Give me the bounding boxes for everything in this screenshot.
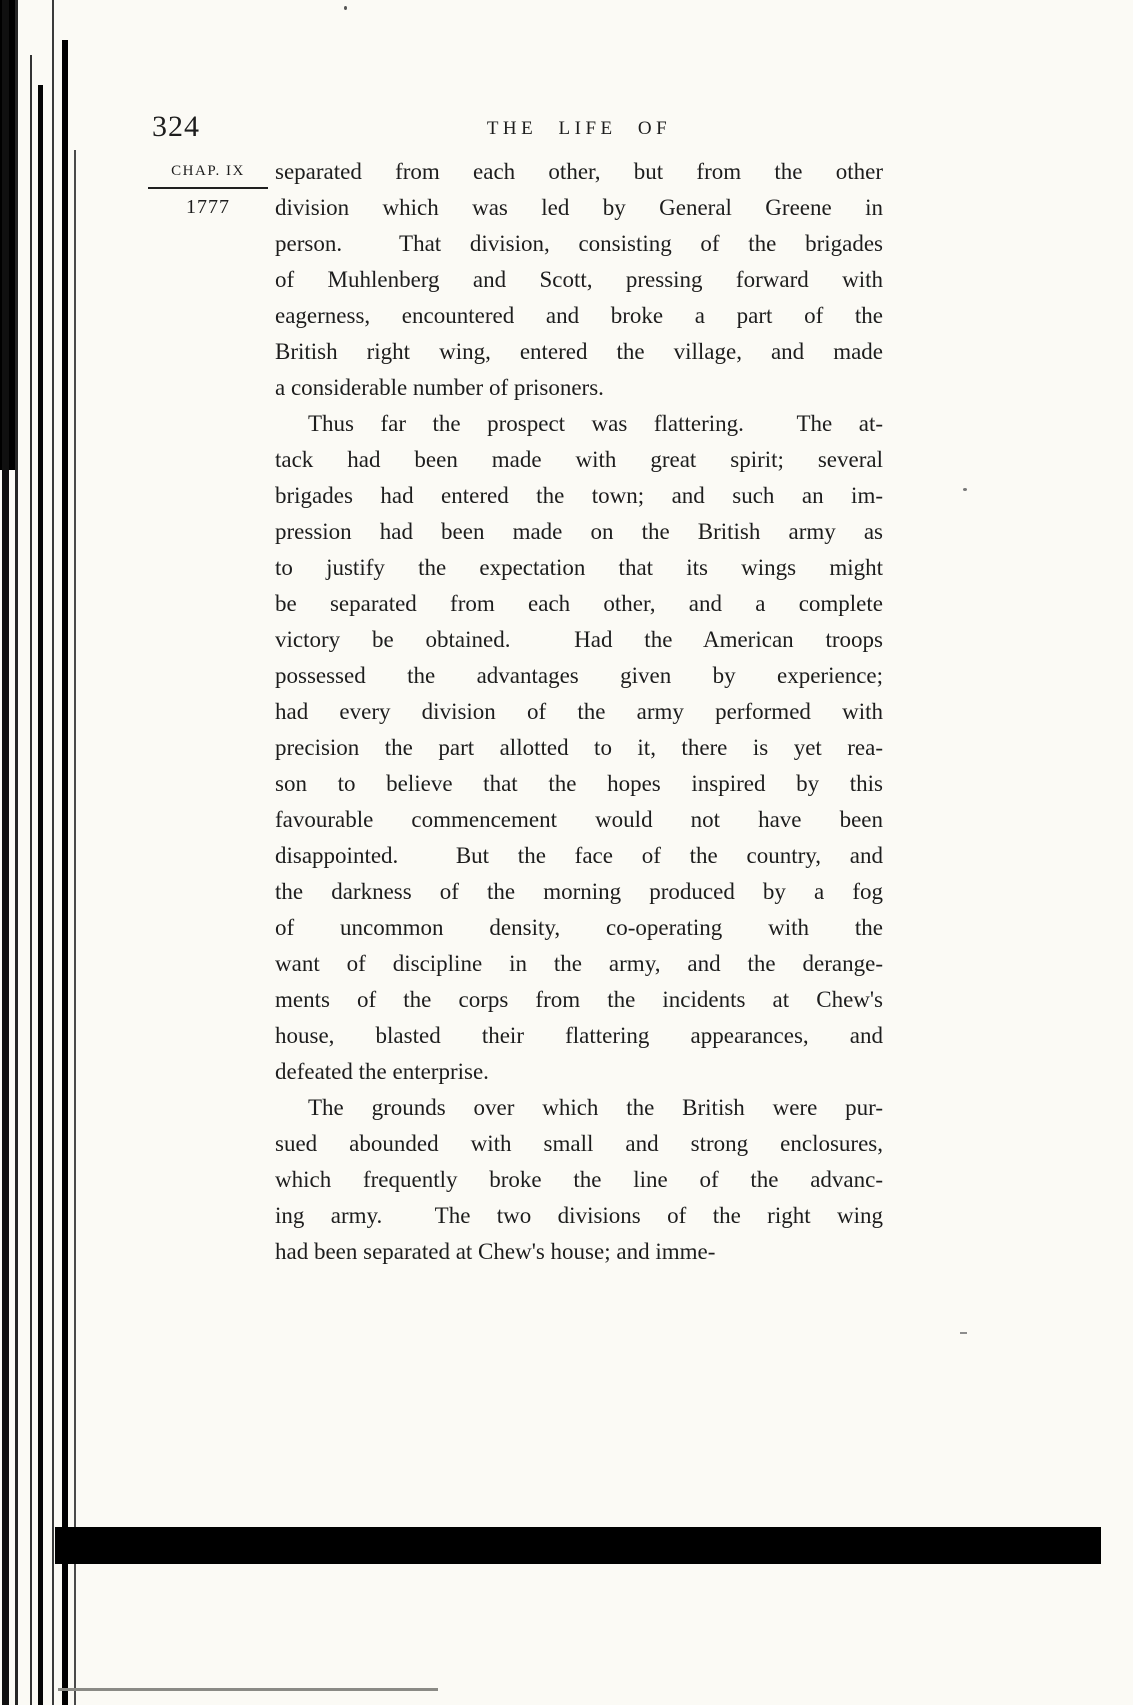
binding-line bbox=[30, 55, 32, 1705]
chapter-label: CHAP. IX bbox=[148, 163, 268, 189]
text-line: ing army. The two divisions of the right wing bbox=[275, 1203, 883, 1228]
scan-speck bbox=[963, 488, 967, 491]
binding-line bbox=[15, 0, 18, 1705]
text-line: had every division of the army performed with bbox=[275, 699, 883, 724]
text-line: ments of the corps from the incidents at Chew's bbox=[275, 987, 883, 1012]
page-number: 324 bbox=[152, 110, 200, 143]
text-line: victory be obtained. Had the American troops bbox=[275, 627, 883, 652]
text-line: division which was led by General Greene in bbox=[275, 195, 883, 220]
scan-speck bbox=[344, 6, 347, 10]
bottom-scan-mark bbox=[58, 1688, 438, 1691]
binding-line bbox=[74, 150, 76, 1705]
text-line: son to believe that the hopes inspired by this bbox=[275, 771, 883, 796]
year-label: 1777 bbox=[186, 196, 230, 218]
text-line: be separated from each other, and a complete bbox=[275, 591, 883, 616]
paragraph bbox=[275, 406, 883, 1090]
text-line: possessed the advantages given by experience; bbox=[275, 663, 883, 688]
binding-line bbox=[38, 85, 43, 1705]
text-line: pression had been made on the British army as bbox=[275, 519, 883, 544]
paragraph bbox=[275, 1090, 883, 1270]
text-line: disappointed. But the face of the country, and bbox=[275, 843, 883, 868]
paragraph bbox=[275, 154, 883, 406]
text-line: precision the part allotted to it, there is yet rea- bbox=[275, 735, 883, 760]
text-line: tack had been made with great spirit; several bbox=[275, 447, 883, 472]
text-line: to justify the expectation that its wings might bbox=[275, 555, 883, 580]
text-line: brigades had entered the town; and such an im- bbox=[275, 483, 883, 508]
text-line: of Muhlenberg and Scott, pressing forward with bbox=[275, 267, 883, 292]
text-line: eagerness, encountered and broke a part of the bbox=[275, 303, 883, 328]
text-line: had been separated at Chew's house; and imme- bbox=[275, 1239, 716, 1264]
binding-line bbox=[52, 0, 54, 1705]
text-line: favourable commencement would not have been bbox=[275, 807, 883, 832]
text-line: The grounds over which the British were pur- bbox=[308, 1095, 883, 1120]
text-line: of uncommon density, co-operating with the bbox=[275, 915, 883, 940]
binding-line bbox=[2, 0, 9, 1705]
text-line: British right wing, entered the village, and made bbox=[275, 339, 883, 364]
text-line: Thus far the prospect was flattering. The at- bbox=[308, 411, 883, 436]
text-line: house, blasted their flattering appearances, and bbox=[275, 1023, 883, 1048]
text-line: which frequently broke the line of the advanc- bbox=[275, 1167, 883, 1192]
text-line: separated from each other, but from the other bbox=[275, 159, 883, 184]
bottom-scan-bar bbox=[55, 1527, 1101, 1564]
text-line: a considerable number of prisoners. bbox=[275, 375, 604, 400]
text-line: defeated the enterprise. bbox=[275, 1059, 489, 1084]
text-line: the darkness of the morning produced by a fog bbox=[275, 879, 883, 904]
scan-speck bbox=[960, 1332, 967, 1334]
text-line: want of discipline in the army, and the derange- bbox=[275, 951, 883, 976]
binding-line bbox=[62, 40, 68, 1705]
margin-notes bbox=[148, 163, 268, 219]
text-line: person. That division, consisting of the brigades bbox=[275, 231, 883, 256]
body-text bbox=[275, 154, 883, 1270]
text-line: sued abounded with small and strong enclosures, bbox=[275, 1131, 883, 1156]
running-header: THE LIFE OF bbox=[486, 118, 672, 139]
